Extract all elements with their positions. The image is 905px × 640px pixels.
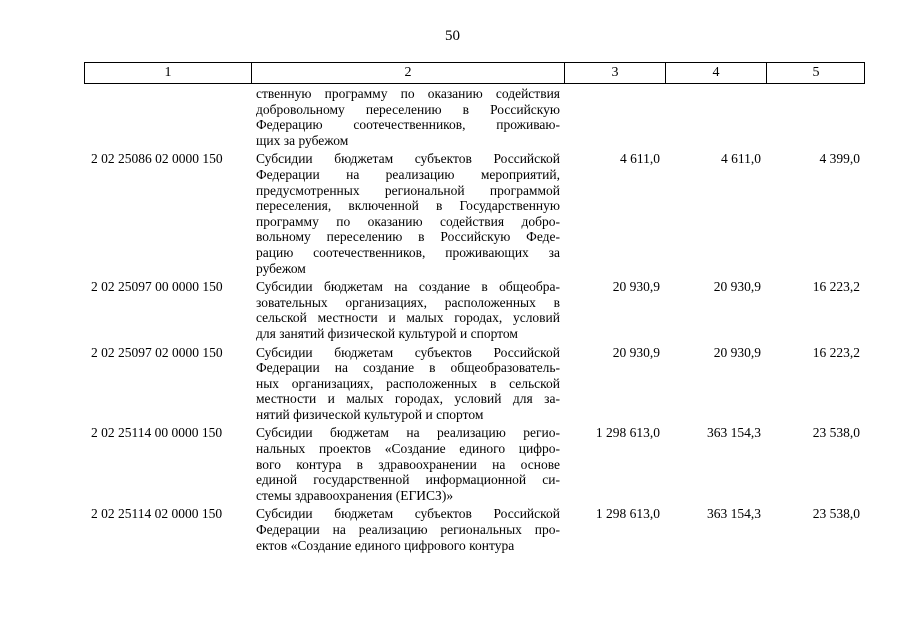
name-line: переселения, включенной в Государственную	[256, 198, 560, 214]
amount-col-3: 20 930,9	[612, 344, 660, 360]
name-line: ственную программу по оказанию содействия	[256, 86, 560, 101]
revenue-name	[256, 345, 560, 423]
header-col-3: 3	[565, 63, 666, 83]
amount-col-5: 23 538,0	[812, 506, 860, 522]
name-line: Субсидии бюджетам субъектов Российской	[256, 506, 560, 522]
name-line: Федерации на реализацию региональных про-	[256, 522, 560, 538]
amount-col-5: 23 538,0	[812, 425, 860, 441]
table-header	[84, 62, 865, 84]
amount-col-5: 16 223,2	[812, 344, 860, 360]
name-line: программу по оказанию содействия добро-	[256, 213, 560, 229]
header-col-4: 4	[666, 63, 767, 83]
revenue-name	[256, 506, 560, 553]
amount-col-5: 4 399,0	[819, 151, 860, 167]
name-line: местности и малых городах, условий для за-	[256, 391, 560, 407]
name-line: для занятий физической культурой и спортом	[256, 325, 518, 341]
amount-col-4: 4 611,0	[721, 151, 761, 167]
table-row	[84, 345, 865, 423]
name-line: ных организациях, расположенных в сельской	[256, 375, 560, 391]
table-row	[84, 86, 865, 148]
name-line: вольному переселению в Российскую Феде-	[256, 229, 560, 245]
name-line: Федерации на реализацию мероприятий,	[256, 166, 560, 182]
name-line: щих за рубежом	[256, 132, 349, 148]
table-row	[84, 425, 865, 503]
name-line: ектов «Создание единого цифрового контура	[256, 537, 515, 553]
page-number: 50	[445, 28, 460, 44]
budget-code: 2 02 25097 00 0000 150	[91, 279, 223, 295]
revenue-name	[256, 86, 560, 148]
name-line: Федерации на создание в общеобразователь-	[256, 360, 560, 376]
header-col-1: 1	[85, 63, 252, 83]
budget-code: 2 02 25114 00 0000 150	[91, 425, 223, 441]
name-line: Субсидии бюджетам на создание в общеобра-	[256, 279, 560, 295]
table-row	[84, 506, 865, 553]
name-line: Федерацию соотечественников, проживаю-	[256, 117, 560, 133]
revenue-name	[256, 279, 560, 341]
name-line: нятий физической культурой и спортом	[256, 406, 484, 422]
amount-col-4: 20 930,9	[713, 279, 761, 295]
name-line: зовательных организациях, расположенных в	[256, 294, 560, 310]
name-line: Субсидии бюджетам субъектов Российской	[256, 151, 560, 167]
name-line: предусмотренных региональной программой	[256, 182, 560, 198]
amount-col-4: 363 154,3	[707, 425, 761, 441]
amount-col-3: 1 298 613,0	[595, 425, 660, 441]
name-line: вого контура в здравоохранении на основе	[256, 456, 560, 472]
budget-code: 2 02 25097 02 0000 150	[91, 344, 223, 360]
name-line: сельской местности и малых городах, условий	[256, 310, 560, 326]
amount-col-3: 4 611,0	[620, 151, 660, 167]
table-body	[84, 86, 865, 553]
name-line: Субсидии бюджетам субъектов Российской	[256, 344, 560, 360]
revenue-name	[256, 151, 560, 276]
name-line: единой государственной информационной си-	[256, 472, 560, 488]
amount-col-3: 1 298 613,0	[595, 506, 660, 522]
name-line: стемы здравоохранения (ЕГИСЗ)»	[256, 487, 454, 503]
name-line: рубежом	[256, 260, 306, 276]
budget-code: 2 02 25086 02 0000 150	[91, 151, 223, 167]
amount-col-4: 363 154,3	[707, 506, 761, 522]
header-col-5: 5	[812, 65, 820, 80]
table-row	[84, 279, 865, 341]
revenue-name	[256, 425, 560, 503]
budget-code: 2 02 25114 02 0000 150	[91, 506, 223, 522]
amount-col-4: 20 930,9	[713, 344, 761, 360]
header-col-2: 2	[252, 63, 565, 83]
table-row	[84, 151, 865, 276]
amount-col-5: 16 223,2	[812, 279, 860, 295]
amount-col-3: 20 930,9	[612, 279, 660, 295]
name-line: Субсидии бюджетам на реализацию регио-	[256, 425, 560, 441]
name-line: нальных проектов «Создание единого цифро-	[256, 441, 560, 457]
name-line: добровольному переселению в Российскую	[256, 101, 560, 117]
name-line: рацию соотечественников, проживающих за	[256, 244, 560, 260]
